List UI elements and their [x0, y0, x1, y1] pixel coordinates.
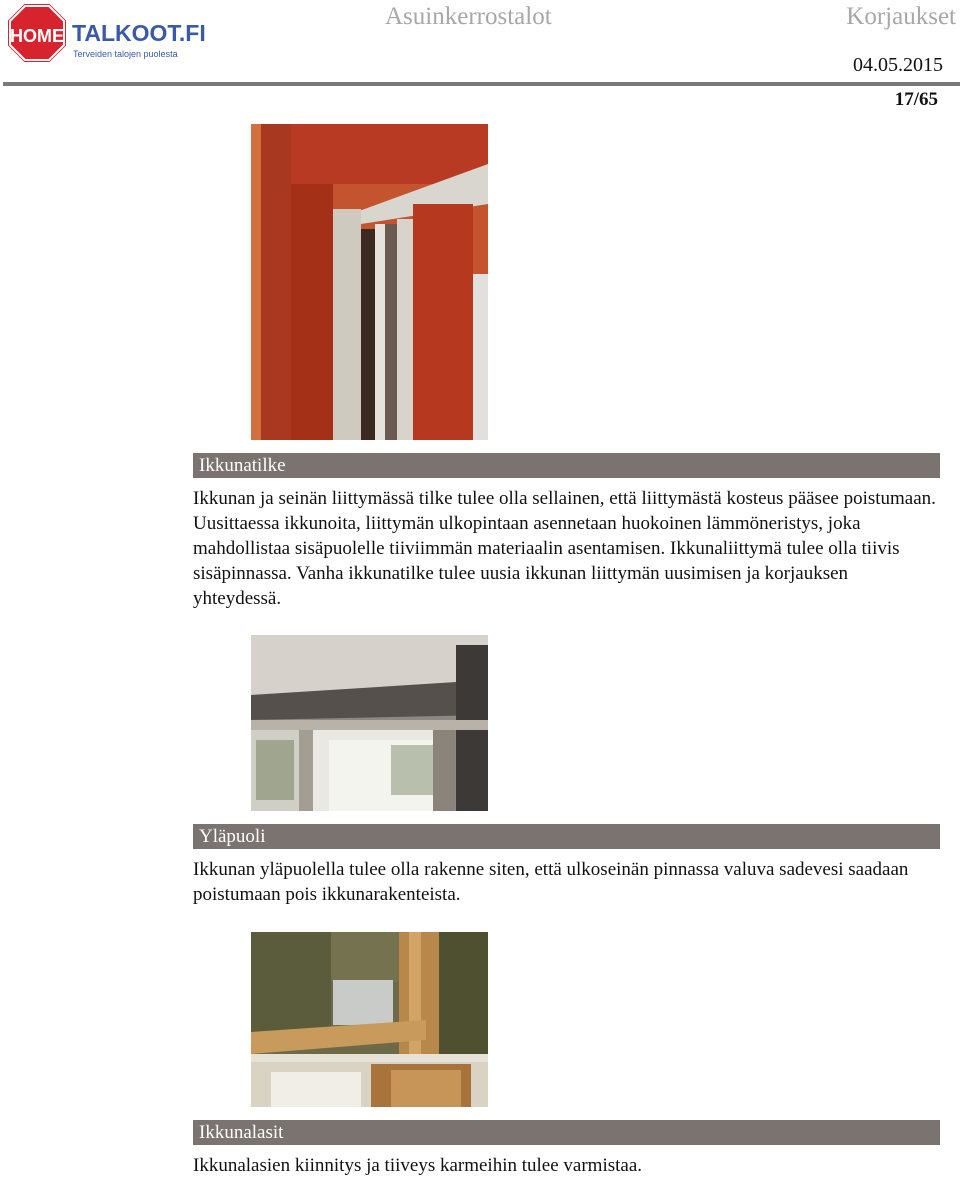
section-text-ikkunatilke: Ikkunan ja seinän liittymässä tilke tulee olla sellainen, että liittymästä kosteus pääsee poistumaan. Uusittaessa ikkunoita, liittymän ulkopintaan asennetaan huokoinen lämmöneristys, joka mahdollistaa sisäpuolelle tiiviimmän materiaalin asentamisen. Ikkunaliittymä tulee olla tiivis sisäpinnassa. Vanha ikkunatilke tulee uusia ikkunan liittymän uusimisen ja korjauksen yhteydessä. — [193, 488, 936, 609]
hometalkoot-logo — [6, 2, 206, 64]
page-number: 17/65 — [894, 89, 938, 110]
section-heading-ikkunalasit: Ikkunalasit — [193, 1120, 940, 1145]
section-text-ikkunalasit: Ikkunalasien kiinnitys ja tiiveys karmeihin tulee varmistaa. — [193, 1155, 643, 1176]
section-text-ylapuoli: Ikkunan yläpuolella tulee olla rakenne siten, että ulkoseinän pinnassa valuva sadevesi saadaan poistumaan pois ikkunarakenteista. — [193, 859, 909, 905]
section-heading-ikkunatilke: Ikkunatilke — [193, 453, 940, 478]
header-divider — [3, 82, 960, 86]
logo-tagline-text: Terveiden talojen puolesta — [73, 49, 178, 59]
header-title-left: Asuinkerrostalot — [385, 3, 552, 30]
photo-window-frame-edge — [251, 124, 488, 440]
logo-talkoot-text: TALKOOT.FI — [72, 20, 206, 46]
logo-home-text: HOME — [10, 26, 64, 46]
section-heading-ylapuoli: Yläpuoli — [193, 824, 940, 849]
photo-window-top — [251, 635, 488, 811]
photo-window-structure — [251, 932, 488, 1107]
header-title-right: Korjaukset — [846, 3, 956, 30]
header-date: 04.05.2015 — [853, 54, 943, 76]
